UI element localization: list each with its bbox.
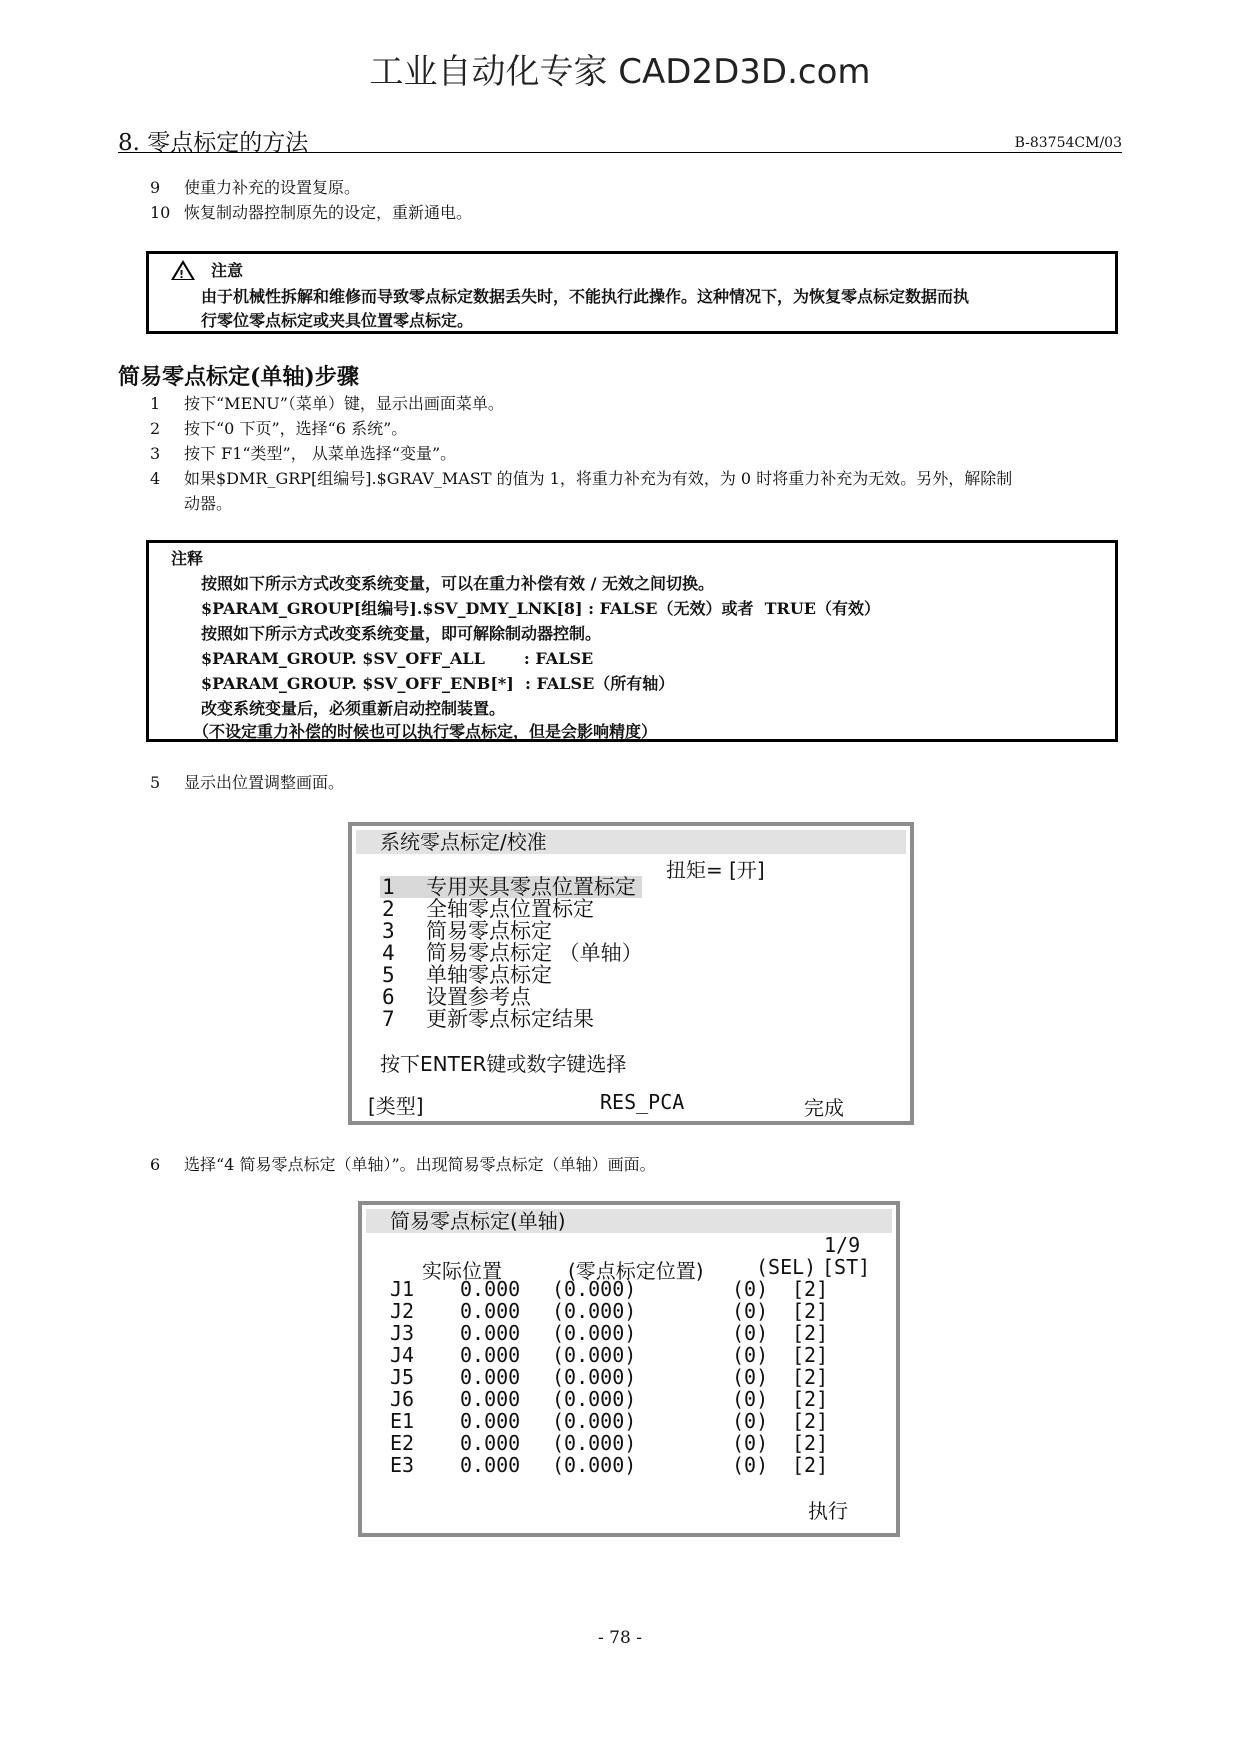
menu-item-single-axis-master[interactable]: 5 单轴零点标定 — [382, 963, 552, 987]
step-item — [150, 176, 1110, 200]
note-line: 按照如下所示方式改变系统变量，即可解除制动器控制。 — [201, 624, 602, 643]
cell-st: [2] — [792, 1277, 829, 1301]
header-divider — [118, 152, 1122, 153]
cell-sel: (0) — [732, 1409, 769, 1433]
master-cal-screen — [348, 822, 914, 1125]
step-number: 3 — [150, 444, 161, 463]
menu-item-update-master[interactable]: 7 更新零点标定结果 — [382, 1007, 594, 1031]
step-text: 显示出位置调整画面。 — [184, 773, 345, 792]
step-text: 如果$DMR_GRP[组编号].$GRAV_MAST 的值为 1，将重力补充为有效，为 0 时将重力补充为无效。另外，解除制 — [184, 469, 1013, 488]
cell-axis: J6 — [390, 1387, 415, 1411]
cell-st: [2] — [792, 1453, 829, 1477]
cell-actual: 0.000 — [460, 1343, 521, 1367]
cell-sel: (0) — [732, 1365, 769, 1389]
cell-mastering: (0.000) — [552, 1409, 637, 1433]
menu-item-quick-master-single-axis[interactable]: 4 简易零点标定 （单轴） — [382, 941, 643, 965]
note-box — [146, 540, 1118, 742]
menu-item-set-reference[interactable]: 6 设置参考点 — [382, 985, 531, 1009]
cell-mastering: (0.000) — [552, 1387, 637, 1411]
step-text: 选择“4 简易零点标定（单轴）”。出现简易零点标定（单轴）画面。 — [184, 1155, 656, 1174]
column-sel: (SEL) — [756, 1255, 817, 1279]
cell-st: [2] — [792, 1431, 829, 1455]
note-label: 注释 — [171, 549, 204, 568]
column-actual-position: 实际位置 — [422, 1259, 502, 1283]
table-row[interactable] — [362, 1409, 882, 1431]
cell-sel: (0) — [732, 1299, 769, 1323]
cell-sel: (0) — [732, 1277, 769, 1301]
cell-st: [2] — [792, 1321, 829, 1345]
cell-axis: J4 — [390, 1343, 415, 1367]
softkey-exec[interactable]: 执行 — [808, 1499, 848, 1523]
document-code: B-83754CM/03 — [1014, 135, 1122, 151]
table-row[interactable] — [362, 1277, 882, 1299]
note-line: 改变系统变量后，必须重新启动控制装置。 — [201, 699, 506, 718]
torque-status: 扭矩= [开] — [666, 858, 765, 882]
caution-text-line: 行零位零点标定或夹具位置零点标定。 — [201, 311, 474, 330]
cell-mastering: (0.000) — [552, 1299, 637, 1323]
step-number: 5 — [150, 773, 161, 792]
step-text-continued: 动器。 — [184, 494, 233, 513]
cell-st: [2] — [792, 1387, 829, 1411]
cell-actual: 0.000 — [460, 1409, 521, 1433]
cell-actual: 0.000 — [460, 1431, 521, 1455]
cell-sel: (0) — [732, 1453, 769, 1477]
step-number: 1 — [150, 394, 161, 413]
step-item — [150, 201, 1110, 225]
cell-sel: (0) — [732, 1431, 769, 1455]
cell-actual: 0.000 — [460, 1387, 521, 1411]
watermark: 工业自动化专家 CAD2D3D.com — [369, 52, 871, 92]
page-number: - 78 - — [598, 1628, 642, 1648]
step-number: 9 — [150, 178, 161, 197]
cell-actual: 0.000 — [460, 1365, 521, 1389]
table-row[interactable] — [362, 1453, 882, 1475]
step-number: 4 — [150, 469, 161, 488]
menu-item-fixture-master[interactable]: 1 专用夹具零点位置标定 — [382, 876, 632, 898]
cell-actual: 0.000 — [460, 1277, 521, 1301]
step-item — [150, 417, 1110, 441]
cell-st: [2] — [792, 1365, 829, 1389]
cell-axis: J3 — [390, 1321, 415, 1345]
cell-mastering: (0.000) — [552, 1277, 637, 1301]
column-st: [ST] — [822, 1255, 871, 1279]
cell-st: [2] — [792, 1343, 829, 1367]
cell-sel: (0) — [732, 1343, 769, 1367]
section-title: 简易零点标定(单轴)步骤 — [118, 364, 359, 390]
table-row[interactable] — [362, 1431, 882, 1453]
step-item — [150, 442, 1110, 466]
step-number: 10 — [150, 203, 171, 222]
table-row[interactable] — [362, 1321, 882, 1343]
cell-actual: 0.000 — [460, 1453, 521, 1477]
cell-sel: (0) — [732, 1321, 769, 1345]
softkey-type[interactable]: [类型] — [368, 1094, 424, 1118]
softkey-res-pca[interactable]: RES_PCA — [600, 1090, 685, 1114]
menu-item-quick-master[interactable]: 3 简易零点标定 — [382, 919, 552, 943]
note-line: $PARAM_GROUP. $SV_OFF_ENB[*] : FALSE（所有轴） — [201, 674, 675, 693]
cell-mastering: (0.000) — [552, 1431, 637, 1455]
step-number: 6 — [150, 1155, 161, 1174]
cell-mastering: (0.000) — [552, 1321, 637, 1345]
note-line: 按照如下所示方式改变系统变量，可以在重力补偿有效 / 无效之间切换。 — [201, 574, 714, 593]
cell-axis: J2 — [390, 1299, 415, 1323]
note-line: $PARAM_GROUP. $SV_OFF_ALL : FALSE — [201, 649, 594, 668]
cell-st: [2] — [792, 1409, 829, 1433]
step-item — [150, 392, 1110, 416]
step-text: 按下“0 下页”，选择“6 系统”。 — [184, 419, 408, 438]
step-text: 恢复制动器控制原先的设定，重新通电。 — [184, 203, 473, 222]
cell-sel: (0) — [732, 1387, 769, 1411]
step-item — [150, 771, 1110, 795]
cell-mastering: (0.000) — [552, 1365, 637, 1389]
note-line: （不设定重力补偿的时候也可以执行零点标定，但是会影响精度） — [193, 722, 658, 741]
step-item — [150, 467, 1110, 517]
section-header-title: 8. 零点标定的方法 — [118, 130, 309, 156]
screen-title: 简易零点标定(单轴) — [366, 1209, 892, 1233]
caution-box: ! 注意 由于机械性拆解和维修而导致零点标定数据丢失时，不能执行此操作。这种情况下，为恢复零点标定数据而执 行零位零点标定或夹具位置零点标定。 — [146, 251, 1118, 334]
cell-st: [2] — [792, 1299, 829, 1323]
softkey-done[interactable]: 完成 — [804, 1096, 844, 1120]
step-number: 2 — [150, 419, 161, 438]
cell-axis: E3 — [390, 1453, 415, 1477]
cell-actual: 0.000 — [460, 1321, 521, 1345]
screen-title: 系统零点标定/校准 — [356, 830, 906, 854]
column-mastering-position: (零点标定位置) — [568, 1259, 704, 1283]
screen-prompt: 按下ENTER键或数字键选择 — [380, 1052, 627, 1076]
menu-item-zero-master[interactable]: 2 全轴零点位置标定 — [382, 897, 594, 921]
step-item — [150, 1153, 1110, 1177]
table-row[interactable] — [362, 1343, 882, 1365]
page-indicator: 1/9 — [824, 1233, 861, 1257]
caution-text-line: 由于机械性拆解和维修而导致零点标定数据丢失时，不能执行此操作。这种情况下，为恢复零点标定数据而执 — [201, 287, 970, 306]
cell-axis: E2 — [390, 1431, 415, 1455]
table-row[interactable] — [362, 1387, 882, 1409]
note-line: $PARAM_GROUP[组编号].$SV_DMY_LNK[8] : FALSE（无效）或者 TRUE（有效） — [201, 599, 880, 618]
cell-axis: J5 — [390, 1365, 415, 1389]
cell-mastering: (0.000) — [552, 1343, 637, 1367]
table-row[interactable] — [362, 1299, 882, 1321]
table-row[interactable] — [362, 1365, 882, 1387]
quick-master-single-axis-screen — [358, 1201, 900, 1537]
cell-actual: 0.000 — [460, 1299, 521, 1323]
step-text: 按下 F1“类型”， 从菜单选择“变量”。 — [184, 444, 457, 463]
caution-label: 注意 — [211, 261, 244, 280]
cell-axis: E1 — [390, 1409, 415, 1433]
cell-axis: J1 — [390, 1277, 415, 1301]
cell-mastering: (0.000) — [552, 1453, 637, 1477]
step-text: 使重力补充的设置复原。 — [184, 178, 361, 197]
step-text: 按下“MENU”（菜单）键，显示出画面菜单。 — [184, 394, 504, 413]
